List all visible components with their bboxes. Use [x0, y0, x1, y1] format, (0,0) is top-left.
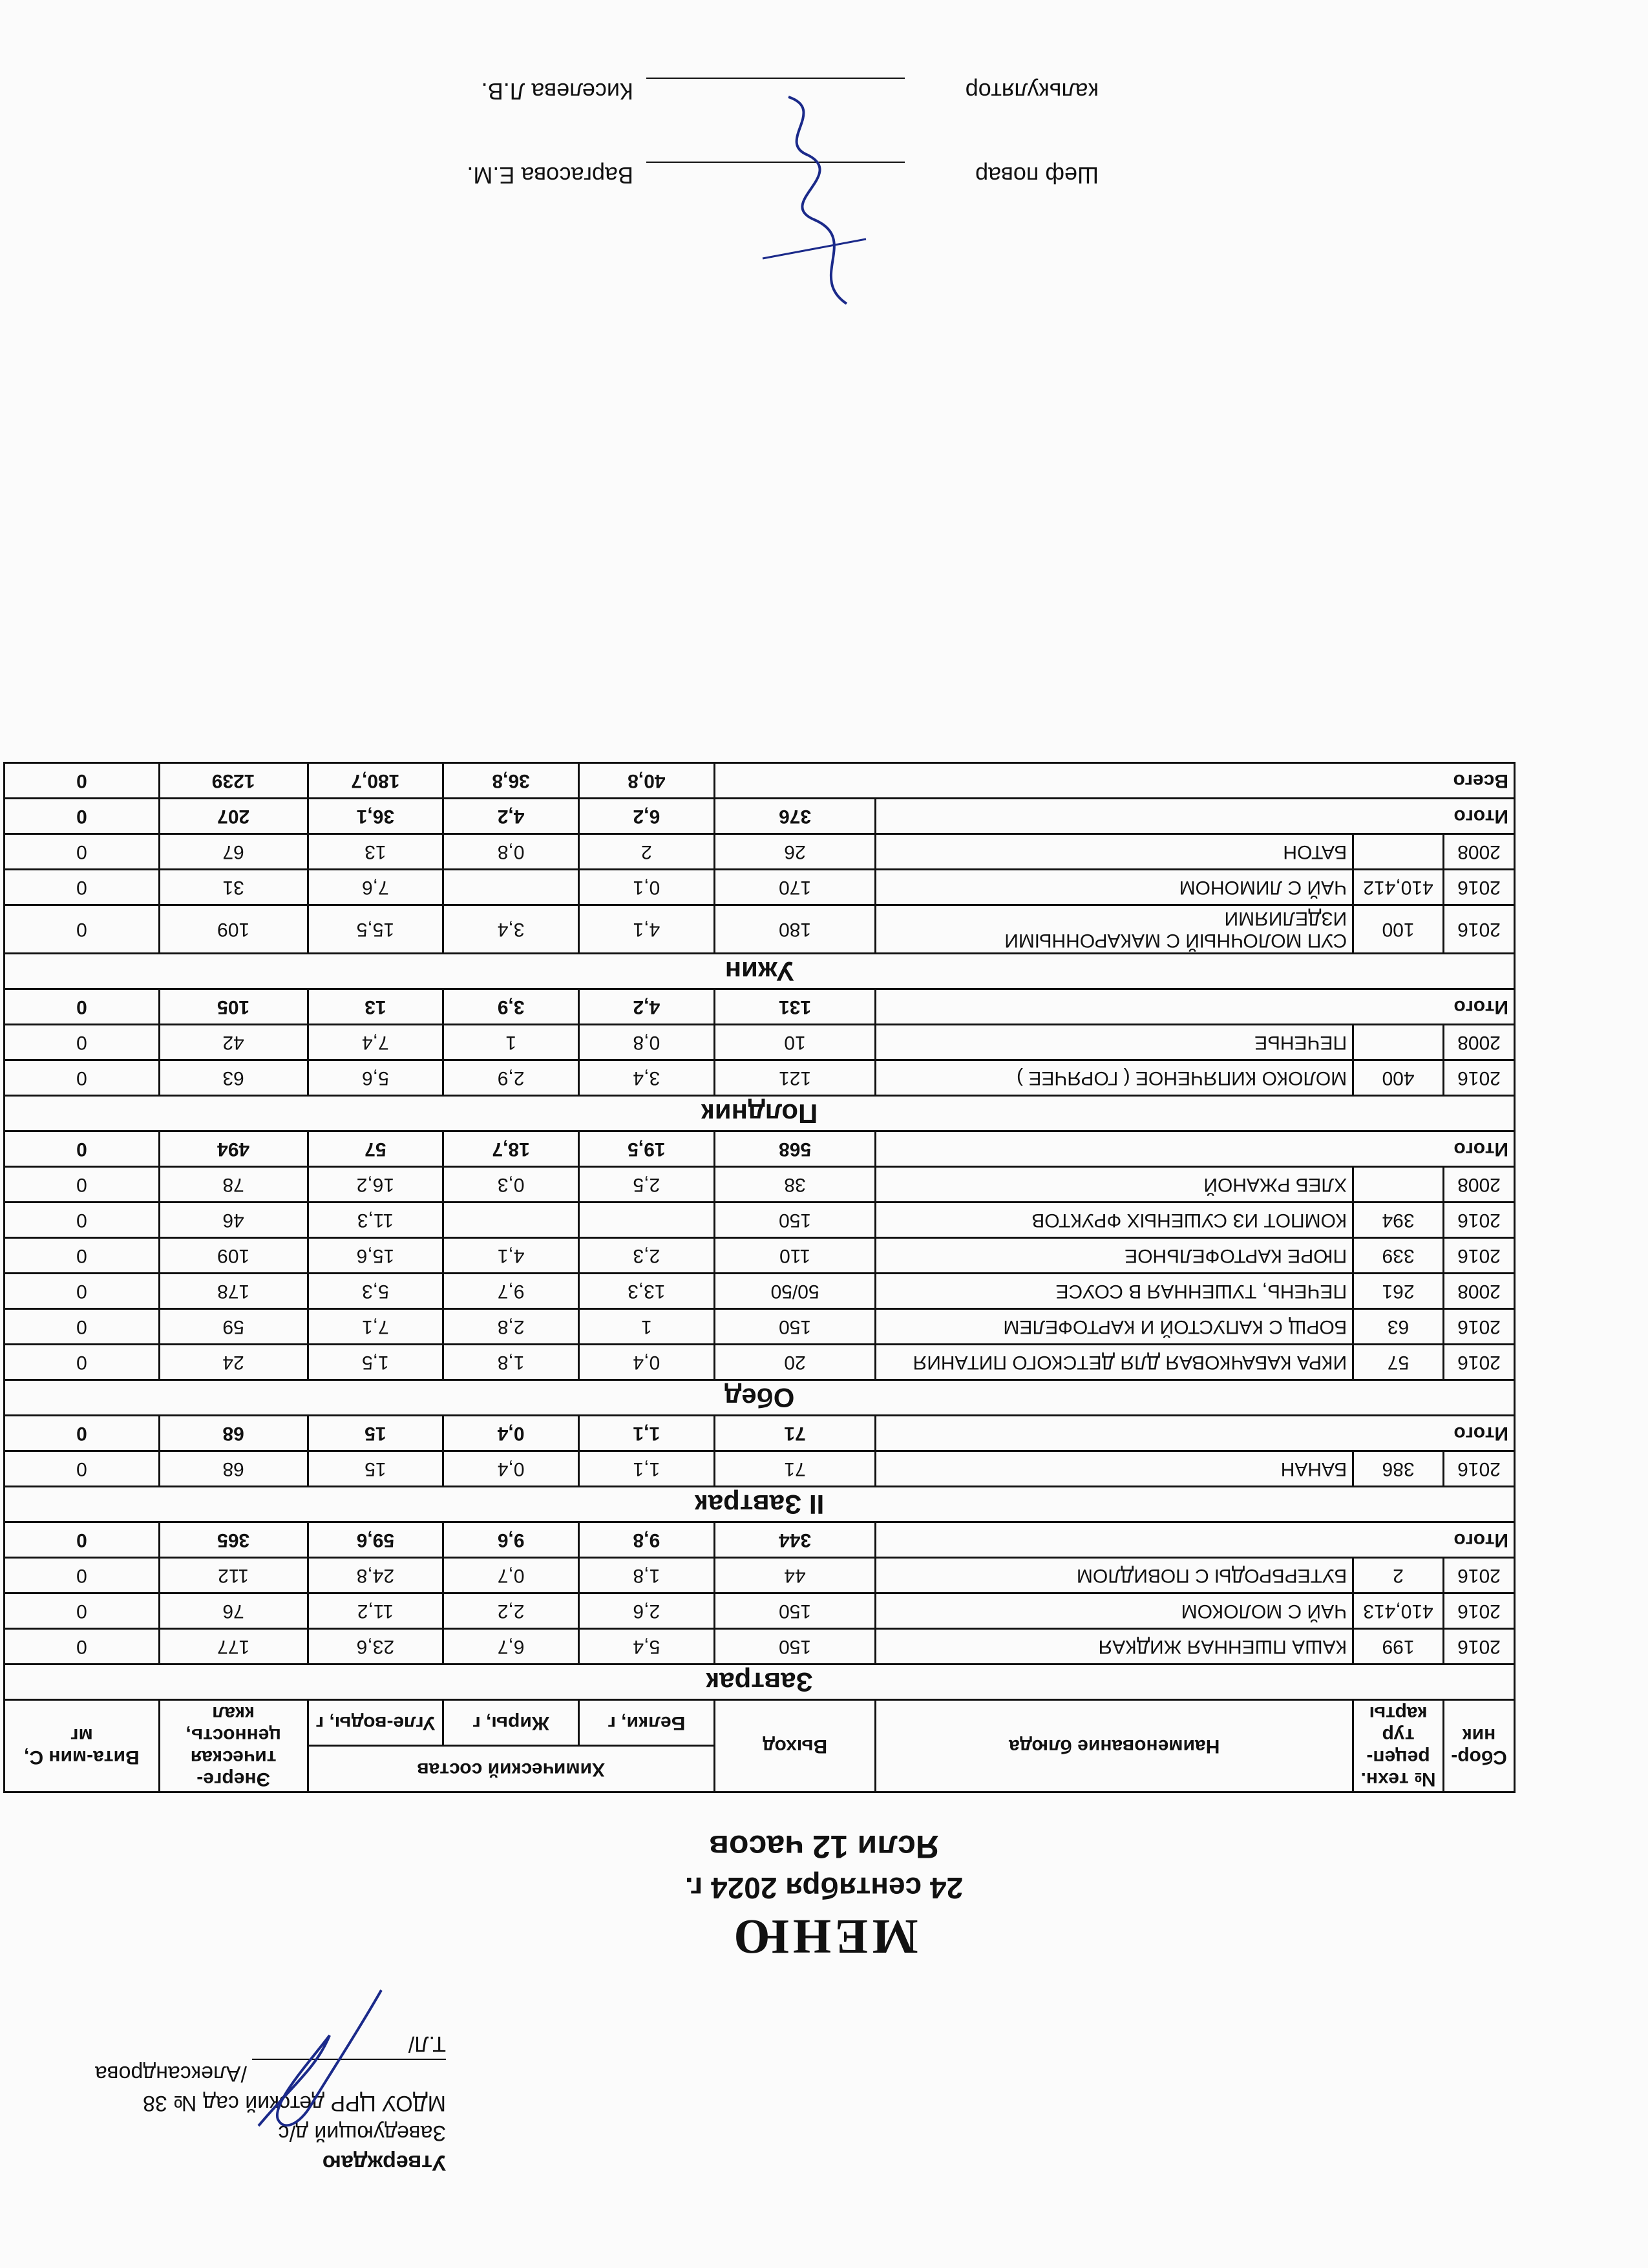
vitamin-c-cell: 0 — [5, 870, 160, 905]
yield-cell: 150 — [714, 1202, 876, 1238]
fat-cell — [443, 870, 579, 905]
card-cell: 339 — [1353, 1238, 1444, 1274]
dish-name-cell: БАТОН — [876, 834, 1353, 870]
header-protein: Белки, г — [578, 1700, 714, 1747]
yield-cell: 10 — [714, 1025, 876, 1060]
total-label: Итого — [876, 1522, 1515, 1558]
energy-cell: 112 — [159, 1558, 308, 1593]
dish-name-cell: ИКРА КАБАЧКОВАЯ ДЛЯ ДЕТСКОГО ПИТАНИЯ — [876, 1345, 1353, 1380]
dish-row — [5, 1593, 1515, 1629]
yield-cell: 26 — [714, 834, 876, 870]
energy-cell: 63 — [159, 1060, 308, 1096]
protein-cell: 2,6 — [578, 1593, 714, 1629]
collection-cell: 2016 — [1444, 1238, 1515, 1274]
total-fat: 4,2 — [443, 799, 579, 834]
total-vitamin-c: 0 — [5, 1522, 160, 1558]
vitamin-c-cell: 0 — [5, 1629, 160, 1664]
vitamin-c-cell: 0 — [5, 1451, 160, 1487]
dish-row — [5, 870, 1515, 905]
total-label: Итого — [876, 799, 1515, 834]
carb-cell: 15 — [308, 1451, 443, 1487]
protein-cell: 2 — [578, 834, 714, 870]
header-dish: Наименование блюда — [876, 1700, 1353, 1792]
protein-cell — [578, 1202, 714, 1238]
signature-row — [291, 65, 1099, 149]
meal-title: Обед — [5, 1380, 1515, 1416]
header-collection: Сбор-ник — [1444, 1700, 1515, 1792]
header-chemical: Химический состав — [308, 1746, 714, 1792]
carb-cell: 5,3 — [308, 1274, 443, 1309]
header-card: № техн. рецеп-тур карты — [1353, 1700, 1444, 1792]
vitamin-c-cell: 0 — [5, 1202, 160, 1238]
fat-cell: 0,4 — [443, 1451, 579, 1487]
carb-cell: 16,2 — [308, 1167, 443, 1202]
dish-name-cell: ПЮРЕ КАРТОФЕЛЬНОЕ — [876, 1238, 1353, 1274]
menu-date: 24 сентября 2024 г. — [684, 1871, 964, 1905]
meal-total-row — [5, 799, 1515, 834]
total-yield: 376 — [714, 799, 876, 834]
meal-header-row — [5, 1664, 1515, 1700]
grand-total-row — [5, 763, 1515, 799]
dish-name-cell: БАНАН — [876, 1451, 1353, 1487]
collection-cell: 2016 — [1444, 1202, 1515, 1238]
signature-row — [291, 149, 1099, 233]
card-cell — [1353, 834, 1444, 870]
protein-cell: 2,5 — [578, 1167, 714, 1202]
fat-cell: 2,2 — [443, 1593, 579, 1629]
dish-row — [5, 1238, 1515, 1274]
meal-total-row — [5, 1416, 1515, 1451]
dish-row — [5, 834, 1515, 870]
yield-cell: 150 — [714, 1309, 876, 1345]
fat-cell: 4,1 — [443, 1238, 579, 1274]
protein-cell: 0,4 — [578, 1345, 714, 1380]
total-yield: 71 — [714, 1416, 876, 1451]
dish-row — [5, 1629, 1515, 1664]
collection-cell: 2016 — [1444, 1558, 1515, 1593]
yield-cell: 50/50 — [714, 1274, 876, 1309]
card-cell — [1353, 1025, 1444, 1060]
energy-cell: 42 — [159, 1025, 308, 1060]
yield-cell: 44 — [714, 1558, 876, 1593]
card-cell: 100 — [1353, 905, 1444, 954]
approval-name: /Александрова Т.Л/ — [94, 2032, 446, 2086]
group-name: Ясли 12 часов — [709, 1829, 939, 1865]
total-protein: 19,5 — [578, 1131, 714, 1167]
fat-cell: 3,4 — [443, 905, 579, 954]
dish-row — [5, 1274, 1515, 1309]
header-carb: Угле-воды, г — [308, 1700, 443, 1747]
header-vitamin-c: Вита-мин С, мг — [5, 1700, 160, 1792]
yield-cell: 121 — [714, 1060, 876, 1096]
fat-cell: 1 — [443, 1025, 579, 1060]
total-yield: 344 — [714, 1522, 876, 1558]
energy-cell: 68 — [159, 1451, 308, 1487]
energy-cell: 109 — [159, 1238, 308, 1274]
signatures-block — [291, 65, 1099, 233]
dish-name-cell: КОМПОТ ИЗ СУШЕНЫХ ФРУКТОВ — [876, 1202, 1353, 1238]
carb-cell: 11,2 — [308, 1593, 443, 1629]
protein-cell: 5,4 — [578, 1629, 714, 1664]
card-cell: 57 — [1353, 1345, 1444, 1380]
header-yield: Выход — [714, 1700, 876, 1792]
energy-cell: 76 — [159, 1593, 308, 1629]
carb-cell: 15,5 — [308, 905, 443, 954]
collection-cell: 2016 — [1444, 1345, 1515, 1380]
page-title: МЕНЮ — [730, 1909, 918, 1964]
approval-position: Заведующий д/с — [278, 2121, 446, 2145]
fat-cell: 2,8 — [443, 1309, 579, 1345]
collection-cell: 2016 — [1444, 870, 1515, 905]
energy-cell: 109 — [159, 905, 308, 954]
grand-total-label: Всего — [714, 763, 1514, 799]
grand-total-energy: 1239 — [159, 763, 308, 799]
total-vitamin-c: 0 — [5, 1131, 160, 1167]
total-vitamin-c: 0 — [5, 989, 160, 1025]
vitamin-c-cell: 0 — [5, 1025, 160, 1060]
total-fat: 18,7 — [443, 1131, 579, 1167]
dish-row — [5, 1558, 1515, 1593]
carb-cell: 23,6 — [308, 1629, 443, 1664]
header-energy: Энерге-тическая ценность, ккал — [159, 1700, 308, 1792]
protein-cell: 2,3 — [578, 1238, 714, 1274]
dish-name-cell: ПЕЧЕНЬ, ТУШЕННАЯ В СОУСЕ — [876, 1274, 1353, 1309]
signature-role: калькулятор — [965, 78, 1099, 105]
card-cell: 261 — [1353, 1274, 1444, 1309]
fat-cell: 0,8 — [443, 834, 579, 870]
approval-organization: МДОУ ЦРР детский сад № 38 — [142, 2091, 446, 2116]
meal-header-row — [5, 1487, 1515, 1522]
vitamin-c-cell: 0 — [5, 1060, 160, 1096]
vitamin-c-cell: 0 — [5, 905, 160, 954]
total-carb: 57 — [308, 1131, 443, 1167]
handwritten-signature-icon — [743, 84, 885, 317]
grand-total-carb: 180,7 — [308, 763, 443, 799]
menu-table-body — [5, 763, 1515, 1700]
signature-underline — [646, 78, 905, 79]
meal-title: Завтрак — [5, 1664, 1515, 1700]
total-energy: 105 — [159, 989, 308, 1025]
meal-total-row — [5, 989, 1515, 1025]
collection-cell: 2016 — [1444, 1593, 1515, 1629]
yield-cell: 150 — [714, 1593, 876, 1629]
card-cell: 394 — [1353, 1202, 1444, 1238]
carb-cell: 1,5 — [308, 1345, 443, 1380]
carb-cell: 7,4 — [308, 1025, 443, 1060]
carb-cell: 7,6 — [308, 870, 443, 905]
card-cell: 410,413 — [1353, 1593, 1444, 1629]
meal-title: Полдник — [5, 1096, 1515, 1131]
dish-row — [5, 1167, 1515, 1202]
protein-cell: 1 — [578, 1309, 714, 1345]
collection-cell: 2016 — [1444, 1629, 1515, 1664]
total-fat: 9,6 — [443, 1522, 579, 1558]
collection-cell: 2016 — [1444, 905, 1515, 954]
meal-total-row — [5, 1522, 1515, 1558]
total-carb: 59,6 — [308, 1522, 443, 1558]
total-protein: 6,2 — [578, 799, 714, 834]
card-cell: 199 — [1353, 1629, 1444, 1664]
card-cell: 386 — [1353, 1451, 1444, 1487]
total-carb: 13 — [308, 989, 443, 1025]
collection-cell: 2008 — [1444, 1274, 1515, 1309]
energy-cell: 24 — [159, 1345, 308, 1380]
dish-name-cell: КАША ПШЕННАЯ ЖИДКАЯ — [876, 1629, 1353, 1664]
fat-cell: 6,7 — [443, 1629, 579, 1664]
carb-cell: 5,6 — [308, 1060, 443, 1096]
energy-cell: 59 — [159, 1309, 308, 1345]
energy-cell: 78 — [159, 1167, 308, 1202]
protein-cell: 3,4 — [578, 1060, 714, 1096]
dish-name-cell: МОЛОКО КИПЯЧЕНОЕ ( ГОРЯЧЕЕ ) — [876, 1060, 1353, 1096]
vitamin-c-cell: 0 — [5, 1309, 160, 1345]
yield-cell: 71 — [714, 1451, 876, 1487]
total-energy: 68 — [159, 1416, 308, 1451]
total-label: Итого — [876, 1131, 1515, 1167]
dish-row — [5, 1025, 1515, 1060]
total-energy: 494 — [159, 1131, 308, 1167]
approval-heading: Утверждаю — [322, 2150, 446, 2175]
meal-header-row — [5, 954, 1515, 989]
collection-cell: 2008 — [1444, 1025, 1515, 1060]
dish-name-cell: БУТЕРБРОДЫ С ПОВИДЛОМ — [876, 1558, 1353, 1593]
card-cell: 410,412 — [1353, 870, 1444, 905]
title-block — [0, 1828, 1648, 1964]
dish-row — [5, 1451, 1515, 1487]
total-energy: 365 — [159, 1522, 308, 1558]
vitamin-c-cell: 0 — [5, 1593, 160, 1629]
vitamin-c-cell: 0 — [5, 1345, 160, 1380]
carb-cell: 13 — [308, 834, 443, 870]
protein-cell: 4,1 — [578, 905, 714, 954]
yield-cell: 38 — [714, 1167, 876, 1202]
fat-cell: 2,9 — [443, 1060, 579, 1096]
dish-name-cell: ЧАЙ С ЛИМОНОМ — [876, 870, 1353, 905]
protein-cell: 1,8 — [578, 1558, 714, 1593]
fat-cell: 0,7 — [443, 1558, 579, 1593]
dish-name-cell: СУП МОЛОЧНЫЙ С МАКАРОННЫМИ ИЗДЕЛИЯМИ — [876, 905, 1353, 954]
carb-cell: 7,1 — [308, 1309, 443, 1345]
yield-cell: 20 — [714, 1345, 876, 1380]
grand-total-vitamin-c: 0 — [5, 763, 160, 799]
fat-cell: 0,3 — [443, 1167, 579, 1202]
yield-cell: 170 — [714, 870, 876, 905]
total-vitamin-c: 0 — [5, 1416, 160, 1451]
vitamin-c-cell: 0 — [5, 1238, 160, 1274]
total-fat: 3,9 — [443, 989, 579, 1025]
fat-cell: 1,8 — [443, 1345, 579, 1380]
collection-cell: 2008 — [1444, 1167, 1515, 1202]
card-cell: 400 — [1353, 1060, 1444, 1096]
collection-cell: 2016 — [1444, 1309, 1515, 1345]
protein-cell: 1,1 — [578, 1451, 714, 1487]
energy-cell: 31 — [159, 870, 308, 905]
grand-total-protein: 40,8 — [578, 763, 714, 799]
handwritten-signature-icon — [239, 1977, 407, 2145]
vitamin-c-cell: 0 — [5, 1558, 160, 1593]
energy-cell: 177 — [159, 1629, 308, 1664]
total-fat: 0,4 — [443, 1416, 579, 1451]
vitamin-c-cell: 0 — [5, 834, 160, 870]
dish-name-cell: ХЛЕБ РЖАНОЙ — [876, 1167, 1353, 1202]
dish-name-cell: ПЕЧЕНЬЕ — [876, 1025, 1353, 1060]
dish-row — [5, 1202, 1515, 1238]
dish-row — [5, 1060, 1515, 1096]
total-carb: 36,1 — [308, 799, 443, 834]
carb-cell: 24,8 — [308, 1558, 443, 1593]
yield-cell: 110 — [714, 1238, 876, 1274]
protein-cell: 0,1 — [578, 870, 714, 905]
total-carb: 15 — [308, 1416, 443, 1451]
carb-cell: 15,6 — [308, 1238, 443, 1274]
total-label: Итого — [876, 1416, 1515, 1451]
energy-cell: 67 — [159, 834, 308, 870]
vitamin-c-cell: 0 — [5, 1274, 160, 1309]
total-protein: 9,8 — [578, 1522, 714, 1558]
signature-name: Киселева Л.В. — [481, 78, 633, 105]
yield-cell: 150 — [714, 1629, 876, 1664]
signature-role: Шеф повар — [975, 162, 1099, 189]
meal-header-row — [5, 1380, 1515, 1416]
yield-cell: 180 — [714, 905, 876, 954]
energy-cell: 46 — [159, 1202, 308, 1238]
card-cell: 2 — [1353, 1558, 1444, 1593]
meal-header-row — [5, 1096, 1515, 1131]
protein-cell: 13,3 — [578, 1274, 714, 1309]
total-protein: 4,2 — [578, 989, 714, 1025]
total-yield: 131 — [714, 989, 876, 1025]
meal-title: Ужин — [5, 954, 1515, 989]
dish-row — [5, 1309, 1515, 1345]
dish-name-cell: БОРЩ С КАПУСТОЙ И КАРТОФЕЛЕМ — [876, 1309, 1353, 1345]
vitamin-c-cell: 0 — [5, 1167, 160, 1202]
card-cell — [1353, 1167, 1444, 1202]
card-cell: 63 — [1353, 1309, 1444, 1345]
total-protein: 1,1 — [578, 1416, 714, 1451]
dish-row — [5, 905, 1515, 954]
carb-cell: 11,3 — [308, 1202, 443, 1238]
total-energy: 207 — [159, 799, 308, 834]
total-label: Итого — [876, 989, 1515, 1025]
collection-cell: 2008 — [1444, 834, 1515, 870]
menu-table — [3, 762, 1516, 1793]
dish-row — [5, 1345, 1515, 1380]
grand-total-fat: 36,8 — [443, 763, 579, 799]
meal-total-row — [5, 1131, 1515, 1167]
meal-title: II Завтрак — [5, 1487, 1515, 1522]
signature-name: Варгасова Е.М. — [467, 162, 633, 189]
total-yield: 568 — [714, 1131, 876, 1167]
header-fat: Жиры, г — [443, 1700, 579, 1747]
protein-cell: 0,8 — [578, 1025, 714, 1060]
fat-cell — [443, 1202, 579, 1238]
collection-cell: 2016 — [1444, 1451, 1515, 1487]
dish-name-cell: ЧАЙ С МОЛОКОМ — [876, 1593, 1353, 1629]
collection-cell: 2016 — [1444, 1060, 1515, 1096]
energy-cell: 178 — [159, 1274, 308, 1309]
fat-cell: 9,7 — [443, 1274, 579, 1309]
total-vitamin-c: 0 — [5, 799, 160, 834]
